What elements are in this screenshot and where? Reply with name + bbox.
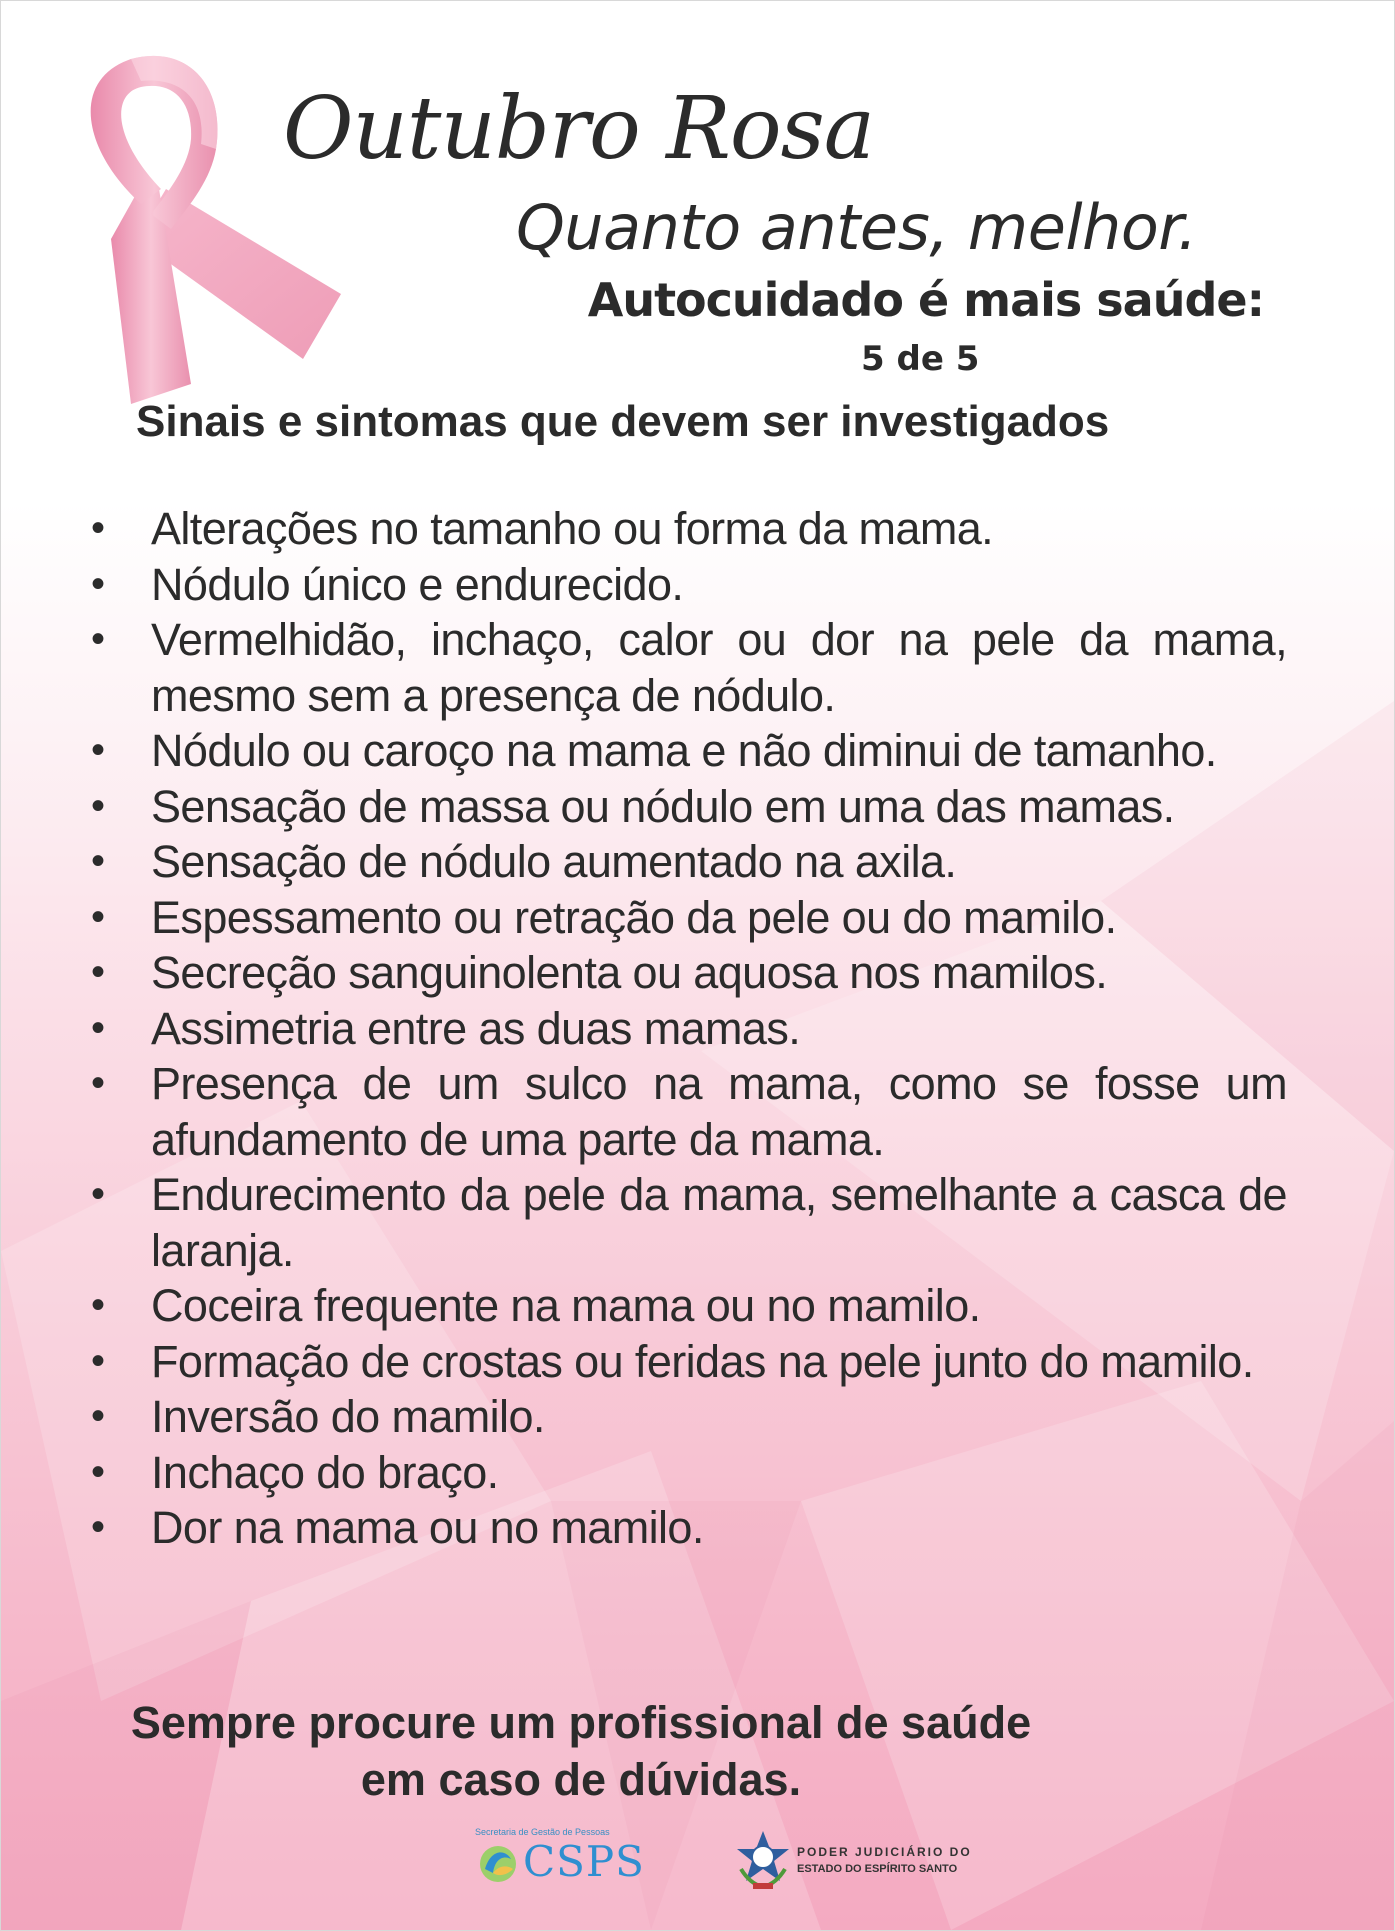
campaign-slogan: Quanto antes, melhor. [516, 191, 1197, 264]
list-item: • Formação de crostas ou feridas na pele junto do mamilo. [91, 1334, 1287, 1390]
csps-mark: CSPS [523, 1837, 645, 1886]
list-item: • Dor na mama ou no mamilo. [91, 1500, 1287, 1556]
list-item: • Coceira frequente na mama ou no mamilo. [91, 1278, 1287, 1334]
bullet-icon: • [91, 783, 105, 828]
footer-message [1, 1694, 1161, 1808]
list-item: • Sensação de nódulo aumentado na axila. [91, 834, 1287, 890]
list-item: • Inchaço do braço. [91, 1445, 1287, 1501]
bullet-icon: • [91, 1394, 105, 1438]
pj-es-logo [733, 1827, 973, 1897]
pj-line-2: ESTADO DO ESPÍRITO SANTO [797, 1863, 958, 1875]
section-heading: Sinais e sintomas que devem ser investigados [136, 397, 1110, 446]
footer-line-1: Sempre procure um profissional de saúde [130, 1697, 1032, 1748]
pj-es-coat-of-arms-icon [733, 1829, 793, 1893]
csps-logo-icon [473, 1839, 523, 1889]
list-item: • Sensação de massa ou nódulo em uma das mamas. [91, 779, 1287, 835]
csps-logo [471, 1827, 645, 1887]
bullet-icon: • [91, 1338, 105, 1383]
bullet-icon: • [91, 617, 105, 661]
list-item: • Endurecimento da pele da mama, semelhante a casca de laranja. [91, 1169, 1287, 1276]
list-item: • Alterações no tamanho ou forma da mama. [91, 501, 1287, 557]
bullet-icon: • [91, 1505, 105, 1549]
list-item: • Secreção sanguinolenta ou aquosa nos mamilos. [91, 945, 1287, 1001]
pj-line-1: PODER JUDICIÁRIO DO [797, 1845, 972, 1859]
bullet-icon: • [91, 894, 105, 939]
list-item: • Inversão do mamilo. [91, 1389, 1287, 1445]
bullet-icon: • [91, 1005, 105, 1050]
csps-caption: Secretaria de Gestão de Pessoas [475, 1827, 610, 1837]
list-item: • Espessamento ou retração da pele ou do mamilo. [91, 890, 1287, 946]
bullet-icon: • [91, 561, 105, 606]
bullet-icon: • [91, 1449, 105, 1494]
campaign-subtitle: Autocuidado é mais saúde: [587, 273, 1264, 327]
symptom-list [91, 501, 1287, 1556]
list-item: • Presença de um sulco na mama, como se fosse um afundamento de uma parte da mama. [91, 1058, 1287, 1165]
footer-line-2: em caso de dúvidas. [360, 1754, 802, 1805]
list-item: • Assimetria entre as duas mamas. [91, 1001, 1287, 1057]
bullet-icon: • [91, 839, 105, 883]
bullet-icon: • [91, 950, 105, 994]
bullet-icon: • [91, 506, 105, 550]
bullet-icon: • [91, 728, 105, 772]
list-item: • Nódulo ou caroço na mama e não diminui de tamanho. [91, 723, 1287, 779]
bullet-icon: • [91, 1283, 105, 1327]
campaign-title: Outubro Rosa [283, 79, 875, 179]
bullet-icon: • [91, 1061, 105, 1105]
list-item: • Nódulo único e endurecido. [91, 557, 1287, 613]
list-item: • Vermelhidão, inchaço, calor ou dor na pele da mama, mesmo sem a presença de nódulo. [91, 614, 1287, 721]
bullet-icon: • [91, 1172, 105, 1216]
page-counter: 5 de 5 [861, 339, 980, 379]
